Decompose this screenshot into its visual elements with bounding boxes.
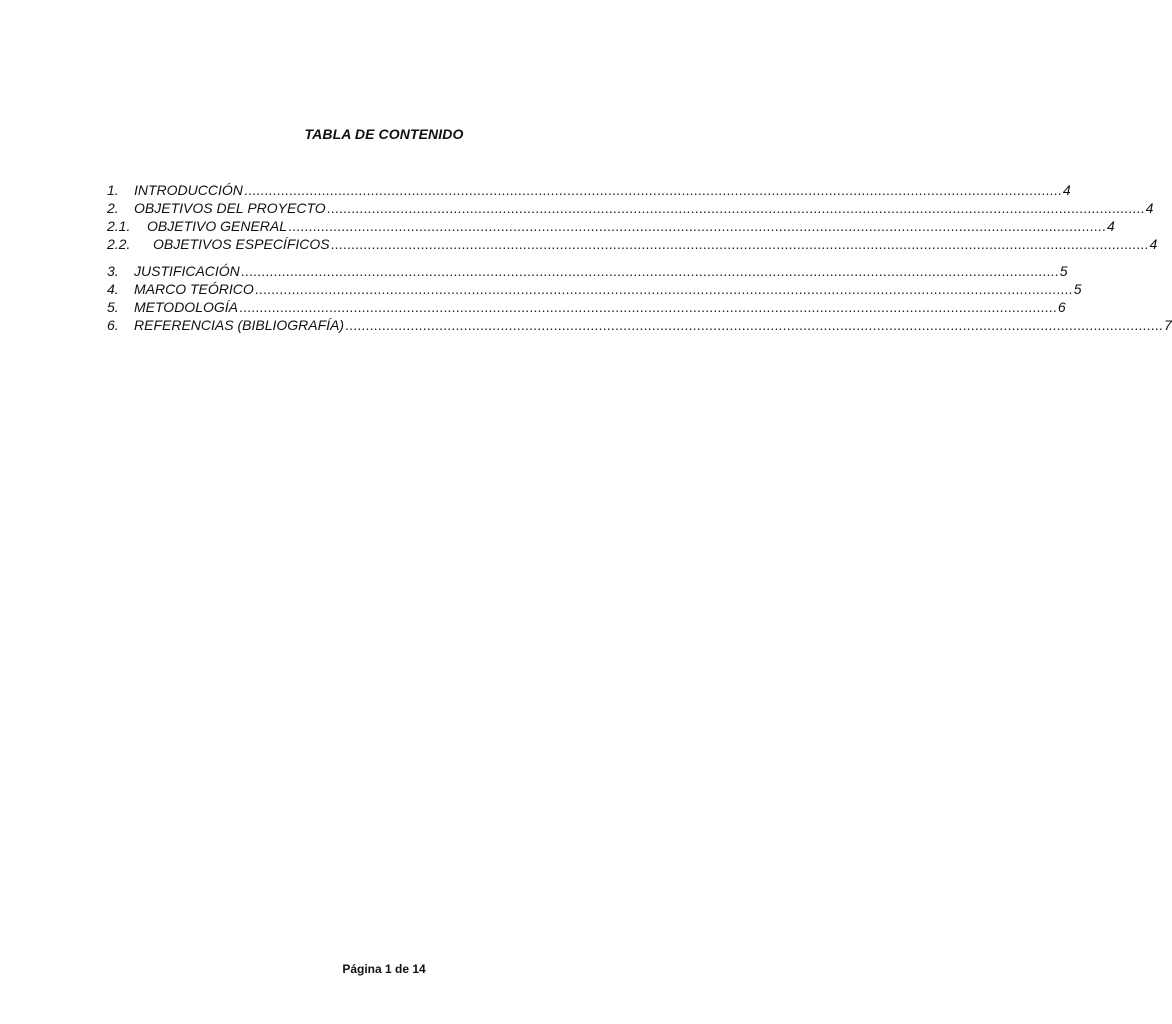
toc-entry-label: OBJETIVOS ESPECÍFICOS [153, 236, 330, 252]
toc-leader-dots: ........................................................................................................................................................................................................ [326, 200, 1145, 216]
toc-entry-number: 4. [107, 281, 119, 297]
toc-entry-page: 5 [1059, 263, 1068, 279]
toc-entry-label: MARCO TEÓRICO [134, 281, 254, 297]
toc-title: TABLA DE CONTENIDO [304, 126, 464, 142]
toc-entry-justificacion[interactable] [107, 262, 1068, 280]
toc-entry-page: 4 [1106, 218, 1115, 234]
table-of-contents [107, 181, 1172, 334]
toc-entry-page: 4 [1149, 236, 1158, 252]
toc-leader-dots: ........................................................................................................................................................................................................ [330, 236, 1149, 252]
toc-entry-objetivos-especificos[interactable] [107, 235, 1158, 253]
toc-entry-page: 5 [1073, 281, 1082, 297]
toc-leader-dots: ........................................................................................................................................................................................................ [240, 263, 1059, 279]
toc-entry-page: 6 [1057, 299, 1066, 315]
page-footer: Página 1 de 14 [342, 962, 426, 976]
toc-leader-dots: ........................................................................................................................................................................................................ [288, 218, 1106, 234]
toc-entry-metodologia[interactable] [107, 298, 1066, 316]
toc-entry-number: 3. [107, 263, 119, 279]
toc-entry-label: OBJETIVO GENERAL [147, 218, 288, 234]
toc-entry-number: 2. [107, 200, 119, 216]
toc-entry-objetivos-proyecto[interactable] [107, 199, 1154, 217]
toc-entry-number: 1. [107, 182, 119, 198]
toc-entry-number: 5. [107, 299, 119, 315]
toc-entry-label: METODOLOGÍA [134, 299, 238, 315]
toc-entry-label: INTRODUCCIÓN [134, 182, 243, 198]
toc-entry-objetivo-general[interactable] [107, 217, 1115, 235]
toc-leader-dots: ........................................................................................................................................................................................................ [254, 281, 1073, 297]
toc-entry-page: 7 [1163, 317, 1172, 333]
toc-entry-label: REFERENCIAS (BIBLIOGRAFÍA) [134, 317, 345, 333]
toc-entry-introduccion[interactable] [107, 181, 1071, 199]
toc-entry-referencias[interactable] [107, 316, 1172, 334]
toc-entry-label: OBJETIVOS DEL PROYECTO [134, 200, 326, 216]
toc-entry-page: 4 [1145, 200, 1154, 216]
toc-entry-number: 2.1. [107, 218, 131, 234]
toc-entry-page: 4 [1062, 182, 1071, 198]
toc-leader-dots: ........................................................................................................................................................................................................ [243, 182, 1062, 198]
toc-leader-dots: ........................................................................................................................................................................................................ [238, 299, 1057, 315]
toc-entry-marco-teorico[interactable] [107, 280, 1082, 298]
toc-leader-dots: ........................................................................................................................................................................................................ [345, 317, 1163, 333]
toc-entry-number: 2.2. [107, 236, 131, 252]
toc-entry-number: 6. [107, 317, 119, 333]
toc-entry-label: JUSTIFICACIÓN [134, 263, 240, 279]
